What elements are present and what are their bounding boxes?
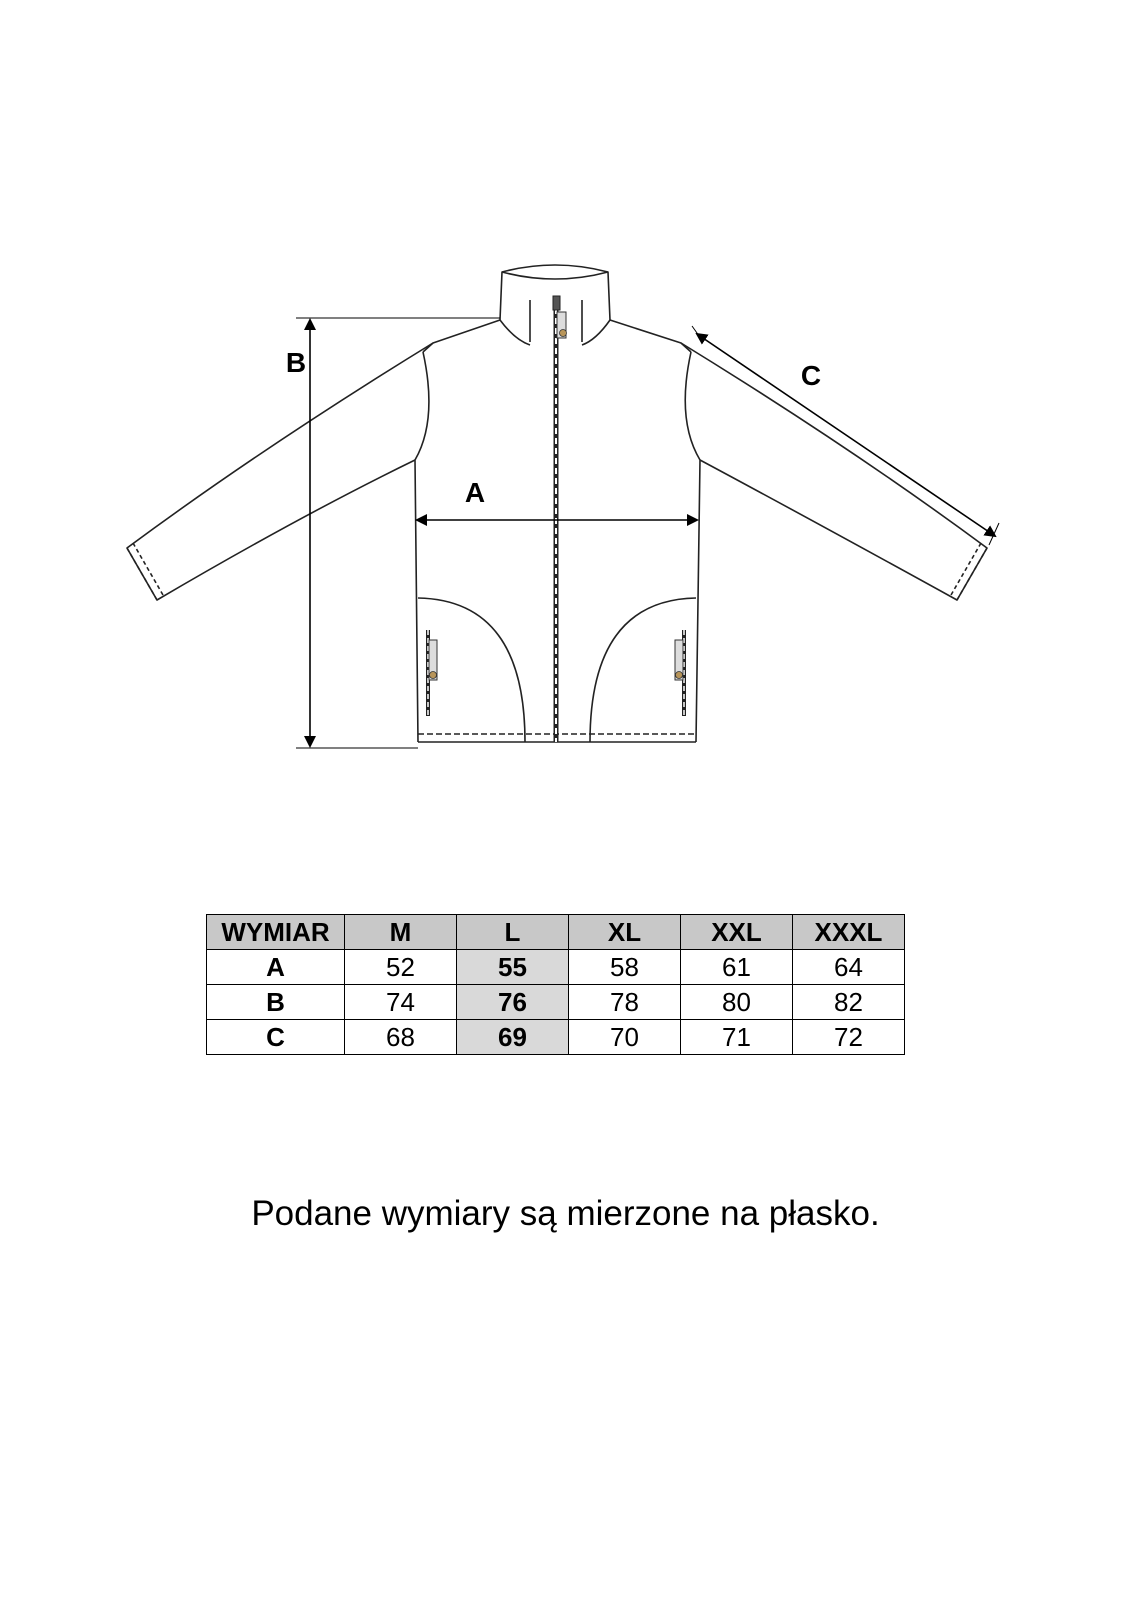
header-row [207,915,905,950]
label-c: C [800,360,822,391]
table-cell: 80 [681,985,793,1020]
measurement-note: Podane wymiary są mierzone na płasko. [251,1194,880,1233]
row-label: C [207,1020,345,1055]
row-label: B [207,985,345,1020]
table-cell: 71 [681,1020,793,1055]
table-row [207,985,905,1020]
table-row [207,1020,905,1055]
table-cell-highlight: 76 [457,985,569,1020]
table-cell: 68 [345,1020,457,1055]
table-cell: 52 [345,950,457,985]
header-cell: L [457,915,569,950]
label-a: A [464,477,486,508]
label-b: B [285,347,307,378]
table-cell-highlight: 69 [457,1020,569,1055]
table-cell: 72 [793,1020,905,1055]
table-cell: 74 [345,985,457,1020]
table-cell: 61 [681,950,793,985]
table-row [207,950,905,985]
header-cell: M [345,915,457,950]
header-cell: XXXL [793,915,905,950]
table-cell: 78 [569,985,681,1020]
table-cell-highlight: 55 [457,950,569,985]
header-cell: XXL [681,915,793,950]
table-cell: 64 [793,950,905,985]
table-cell: 58 [569,950,681,985]
size-table [206,914,905,1055]
table-cell: 82 [793,985,905,1020]
measure-b [286,318,500,748]
header-cell: WYMIAR [207,915,345,950]
header-cell: XL [569,915,681,950]
right-pocket-zipper [675,630,684,716]
table-cell: 70 [569,1020,681,1055]
measure-c [692,326,999,545]
row-label: A [207,950,345,985]
center-zipper [553,296,567,742]
left-pocket-zipper [428,630,437,716]
